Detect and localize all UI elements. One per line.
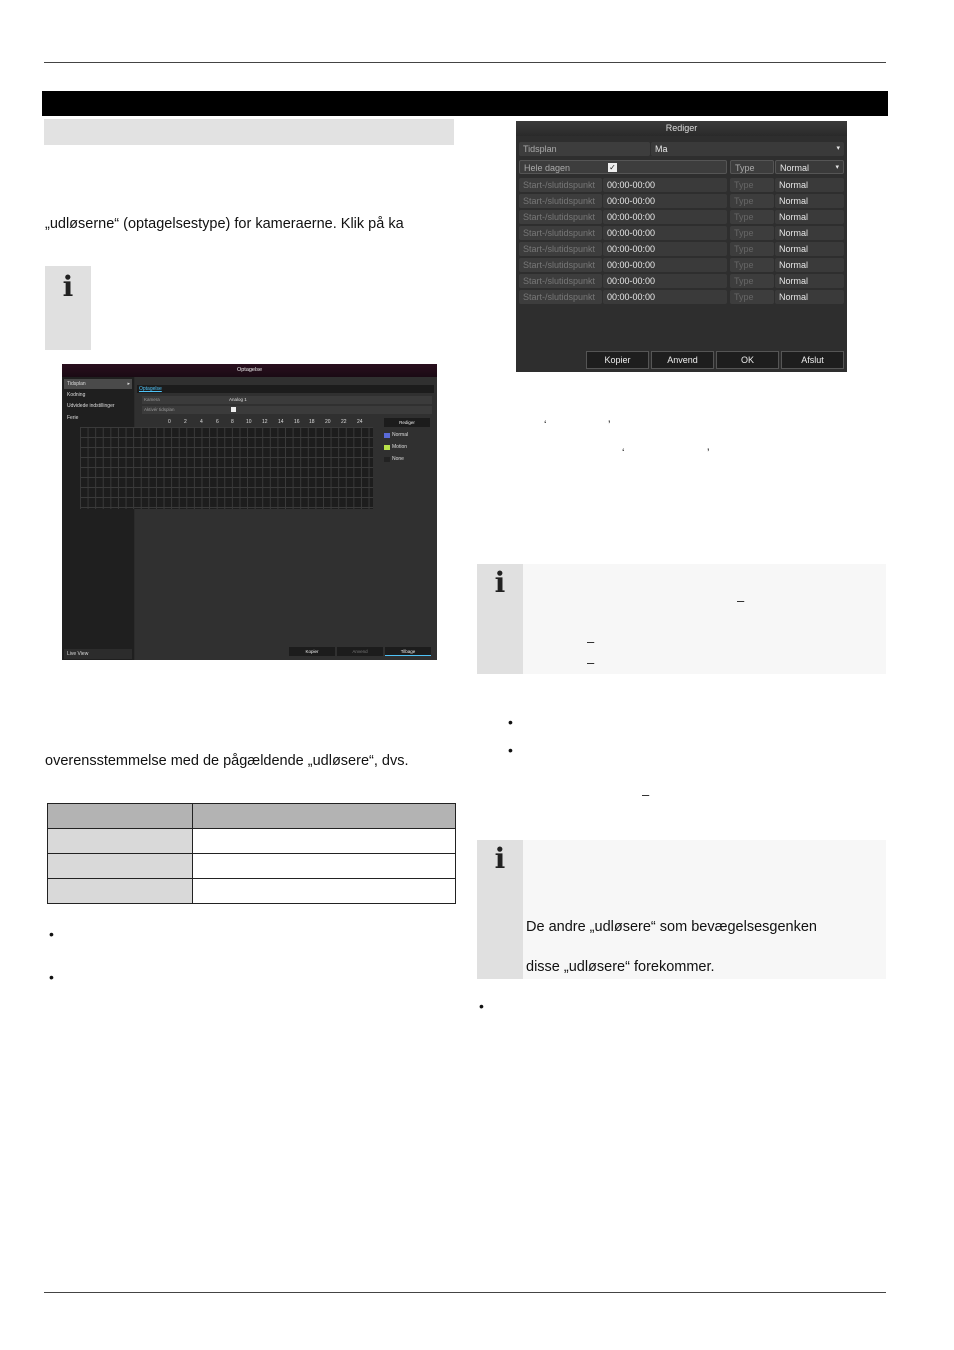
sidebar-live-view[interactable] — [64, 649, 132, 659]
copy-button[interactable]: Kopier — [586, 351, 649, 369]
sidebar-item-label: Live View — [67, 651, 89, 657]
dash: – — [587, 634, 595, 649]
table-cell — [48, 879, 193, 904]
dash: – — [737, 593, 745, 608]
time-row-label: Start-/slutidspunkt — [519, 226, 602, 240]
camera-row[interactable] — [142, 396, 432, 404]
sidebar-item-kodning[interactable] — [64, 390, 132, 400]
time-row-type-value[interactable]: Normal — [775, 274, 844, 288]
time-row-label: Start-/slutidspunkt — [519, 178, 602, 192]
info-note-1 — [477, 564, 886, 674]
time-row-type-value[interactable]: Normal — [775, 290, 844, 304]
hour-label: 10 — [246, 419, 252, 425]
hour-label: 12 — [262, 419, 268, 425]
apply-button[interactable]: Anvend — [651, 351, 714, 369]
info-icon-box — [45, 266, 91, 350]
hour-label: 4 — [200, 419, 203, 425]
table-cell — [193, 879, 456, 904]
hour-label: 0 — [168, 419, 171, 425]
time-row-label: Start-/slutidspunkt — [519, 210, 602, 224]
hour-label: 2 — [184, 419, 187, 425]
time-row-type-value[interactable]: Normal — [775, 242, 844, 256]
hour-label: 16 — [294, 419, 300, 425]
chevron-down-icon: ▾ — [835, 164, 839, 171]
time-row-value[interactable]: 00:00-00:00 — [603, 274, 727, 288]
table-cell — [48, 829, 193, 854]
legend-normal-swatch — [384, 433, 390, 438]
table-header-row — [48, 804, 456, 829]
footer-rule — [44, 1292, 886, 1293]
hour-label: 8 — [231, 419, 234, 425]
enable-schedule-label: Aktivér tidsplan — [144, 407, 175, 412]
sidebar-item-label: Tidsplan — [67, 381, 86, 387]
back-button[interactable]: Tilbage — [385, 647, 431, 656]
trigger-table — [47, 803, 456, 904]
time-row-label: Start-/slutidspunkt — [519, 194, 602, 208]
note-text-1: De andre „udløsere“ som bevægelsesgenken — [526, 919, 817, 935]
camera-label: Kamera — [144, 397, 160, 402]
time-row-label: Start-/slutidspunkt — [519, 242, 602, 256]
bullet: • — [49, 969, 54, 985]
time-row-value[interactable]: 00:00-00:00 — [603, 242, 727, 256]
body-text-2: overensstemmelse med de pågældende „udløsere“, dvs. — [45, 753, 409, 769]
time-row-type-value[interactable]: Normal — [775, 226, 844, 240]
quote-mark: ’ — [707, 447, 710, 459]
quote-mark: ’ — [608, 419, 611, 431]
hour-label: 22 — [341, 419, 347, 425]
table-cell — [193, 804, 456, 829]
time-row-type-value[interactable]: Normal — [775, 178, 844, 192]
camera-value: Analog 1 — [229, 397, 247, 402]
table-row — [48, 829, 456, 854]
note-text-2: disse „udløsere“ forekommer. — [526, 959, 715, 975]
type-select-value: Normal — [780, 163, 810, 173]
legend-motion-label: Motion — [392, 444, 408, 450]
table-cell — [193, 829, 456, 854]
sidebar-item-label: Ferie — [67, 415, 79, 421]
dash: – — [642, 787, 650, 802]
time-row-type-label: Type — [730, 178, 774, 192]
sidebar-item-tidsplan[interactable] — [64, 379, 132, 389]
tab-bar — [137, 385, 434, 393]
info-icon: i — [62, 270, 74, 303]
body-text-1: „udløserne“ (optagelsestype) for kameraerne. Klik på ka — [45, 216, 404, 232]
all-day-row[interactable] — [519, 160, 727, 174]
legend-none-label: None — [392, 456, 404, 462]
time-row-value[interactable]: 00:00-00:00 — [603, 210, 727, 224]
sidebar-item-label: Kodning — [67, 392, 86, 398]
time-row-type-label: Type — [730, 290, 774, 304]
chevron-down-icon: ▾ — [836, 145, 840, 152]
hour-label: 14 — [278, 419, 284, 425]
legend-none-swatch — [384, 457, 390, 462]
exit-button[interactable]: Afslut — [781, 351, 844, 369]
edit-dialog-title: Rediger — [516, 121, 847, 136]
hour-label: 18 — [309, 419, 315, 425]
info-icon-box — [477, 564, 523, 674]
enable-checkbox[interactable] — [231, 407, 236, 412]
bullet: • — [508, 742, 513, 758]
tab-optagelse[interactable]: Optagelse — [139, 386, 162, 392]
copy-button[interactable]: Kopier — [289, 647, 335, 656]
header-rule — [44, 62, 886, 63]
quote-mark: ‘ — [622, 447, 625, 459]
schedule-label: Tidsplan — [519, 142, 650, 156]
edit-button[interactable]: Rediger — [384, 418, 430, 427]
time-row-type-label: Type — [730, 274, 774, 288]
time-row-type-label: Type — [730, 226, 774, 240]
legend-normal-label: Normal — [392, 432, 409, 438]
time-row-label: Start-/slutidspunkt — [519, 274, 602, 288]
info-icon: i — [494, 842, 506, 875]
time-row-label: Start-/slutidspunkt — [519, 290, 602, 304]
hour-label: 20 — [325, 419, 331, 425]
type-select[interactable] — [775, 160, 844, 174]
table-row — [48, 879, 456, 904]
time-row-value[interactable]: 00:00-00:00 — [603, 226, 727, 240]
schedule-select[interactable] — [651, 142, 844, 156]
enable-schedule-row[interactable] — [142, 406, 432, 414]
edit-dialog-screenshot — [516, 121, 847, 372]
table-cell — [193, 854, 456, 879]
time-row-type-label: Type — [730, 210, 774, 224]
hour-label: 6 — [216, 419, 219, 425]
info-icon-box — [477, 840, 523, 979]
time-row-value[interactable]: 00:00-00:00 — [603, 178, 727, 192]
chevron-right-icon: ▸ — [127, 381, 130, 387]
checkmark-icon[interactable]: ✓ — [609, 163, 616, 172]
legend-motion-swatch — [384, 445, 390, 450]
apply-button[interactable]: Anvend — [337, 647, 383, 656]
bullet: • — [479, 998, 484, 1014]
type-label: Type — [730, 160, 774, 174]
time-row-value[interactable]: 00:00-00:00 — [603, 194, 727, 208]
dash: – — [587, 655, 595, 670]
bullet: • — [508, 714, 513, 730]
sidebar-item-ferie[interactable] — [64, 413, 132, 423]
sidebar-item-label: Udvidede indstillinger — [67, 403, 115, 409]
time-row-type-label: Type — [730, 242, 774, 256]
bullet: • — [49, 926, 54, 942]
table-row — [48, 854, 456, 879]
time-row-label: Start-/slutidspunkt — [519, 258, 602, 272]
quote-mark: ‘ — [544, 419, 547, 431]
table-cell — [48, 854, 193, 879]
schedule-grid[interactable] — [80, 427, 373, 509]
schedule-screenshot — [62, 364, 437, 660]
time-row-type-label: Type — [730, 194, 774, 208]
time-row-type-value[interactable]: Normal — [775, 258, 844, 272]
info-icon: i — [494, 566, 506, 599]
hour-label: 24 — [357, 419, 363, 425]
schedule-window-title: Optagelse — [62, 364, 437, 377]
time-row-value[interactable]: 00:00-00:00 — [603, 258, 727, 272]
time-row-type-label: Type — [730, 258, 774, 272]
ok-button[interactable]: OK — [716, 351, 779, 369]
section-heading-bar — [42, 91, 888, 116]
time-row-type-value[interactable]: Normal — [775, 194, 844, 208]
subsection-heading-bar — [44, 119, 454, 145]
all-day-label: Hele dagen — [524, 163, 571, 173]
schedule-sidebar — [62, 377, 134, 660]
schedule-select-value: Ma — [655, 144, 668, 154]
sidebar-item-advanced[interactable] — [64, 401, 132, 411]
table-cell — [48, 804, 193, 829]
time-row-value[interactable]: 00:00-00:00 — [603, 290, 727, 304]
time-row-type-value[interactable]: Normal — [775, 210, 844, 224]
